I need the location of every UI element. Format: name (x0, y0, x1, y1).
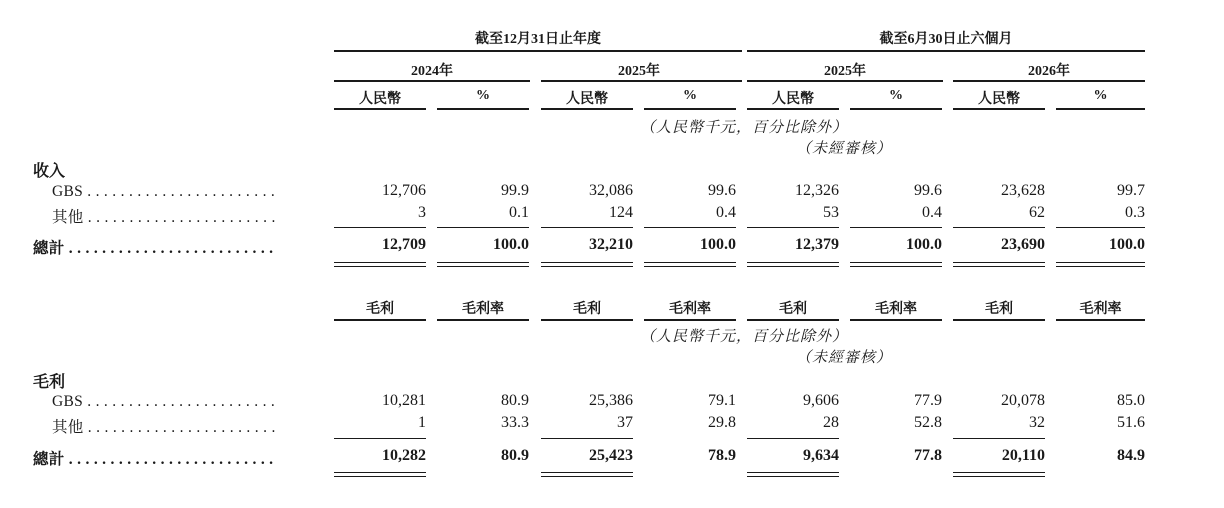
period-rule-six-months (747, 50, 1145, 52)
rev-subtotal-rule-3 (541, 227, 633, 228)
rev-other-val-1: 3 (418, 204, 426, 221)
rev-subheader-1: 人民幣 (359, 92, 401, 107)
rev-total-val-3: 32,210 (589, 236, 633, 253)
gp-other-val-8: 51.6 (1117, 414, 1145, 431)
rev-subheader-rule-2 (437, 108, 529, 110)
gp-gbs-val-2: 80.9 (501, 392, 529, 409)
rev-total-val-1: 12,709 (382, 236, 426, 253)
gp-subheader-5: 毛利 (779, 302, 807, 317)
rev-total-rule-a-7 (953, 262, 1045, 263)
gp-subheader-3: 毛利 (573, 302, 601, 317)
rev-subtotal-rule-2 (437, 227, 529, 228)
gp-other-val-5: 28 (823, 414, 839, 431)
gp-total-rule-b-5 (747, 476, 839, 477)
rev-subheader-rule-5 (747, 108, 839, 110)
gp-subheader-8: 毛利率 (1079, 302, 1122, 317)
rev-total-rule-a-1 (334, 262, 426, 263)
gp-other-val-1: 1 (418, 414, 426, 431)
gp-subheader-rule-8 (1056, 319, 1145, 321)
rev-subheader-rule-6 (850, 108, 942, 110)
rev-subheader-5: 人民幣 (772, 92, 814, 107)
rev-total-rule-a-8 (1056, 262, 1145, 263)
rev-total-rule-b-5 (747, 266, 839, 267)
rev-gbs-val-8: 99.7 (1117, 182, 1145, 199)
year-header-1: 2024年 (411, 64, 453, 79)
rev-total-val-5: 12,379 (795, 236, 839, 253)
rev-total-rule-a-3 (541, 262, 633, 263)
gp-total-val-5: 9,634 (803, 447, 839, 464)
gp-total-val-7: 20,110 (1001, 447, 1045, 464)
gp-total-rule-a-1 (334, 472, 426, 473)
gp-total-val-3: 25,423 (589, 447, 633, 464)
rev-total-label: 總計 . . . . . . . . . . . . . . . . . . . . . . . . . (33, 240, 274, 257)
rev-subtotal-rule-5 (747, 227, 839, 228)
gp-row-gbs-label: GBS . . . . . . . . . . . . . . . . . . . . . . . (52, 393, 276, 410)
rev-other-val-7: 62 (1029, 204, 1045, 221)
rev-subheader-rule-7 (953, 108, 1045, 110)
rev-total-rule-a-2 (437, 262, 529, 263)
rev-total-rule-b-4 (644, 266, 736, 267)
rev-total-val-8: 100.0 (1109, 236, 1145, 253)
rev-subheader-rule-8 (1056, 108, 1145, 110)
rev-total-val-2: 100.0 (493, 236, 529, 253)
rev-subtotal-rule-7 (953, 227, 1045, 228)
revenue-section-title: 收入 (33, 163, 66, 180)
gp-unit-note: （人民幣千元，百分比除外） (640, 329, 849, 345)
gp-gbs-val-4: 79.1 (708, 392, 736, 409)
rev-total-rule-b-7 (953, 266, 1045, 267)
rev-unaudited-note: （未經審核） (796, 141, 893, 157)
gp-gbs-val-3: 25,386 (589, 392, 633, 409)
gp-subheader-rule-1 (334, 319, 426, 321)
rev-total-rule-b-6 (850, 266, 942, 267)
rev-subheader-rule-3 (541, 108, 633, 110)
gp-other-val-7: 32 (1029, 414, 1045, 431)
gp-total-rule-b-1 (334, 476, 426, 477)
gp-other-val-2: 33.3 (501, 414, 529, 431)
rev-subtotal-rule-8 (1056, 227, 1145, 228)
rev-total-rule-b-3 (541, 266, 633, 267)
gp-subheader-rule-6 (850, 319, 942, 321)
year-rule-1 (334, 80, 530, 82)
rev-other-val-4: 0.4 (716, 204, 736, 221)
gp-gbs-val-6: 77.9 (914, 392, 942, 409)
rev-subtotal-rule-1 (334, 227, 426, 228)
rev-total-val-4: 100.0 (700, 236, 736, 253)
year-rule-3 (747, 80, 943, 82)
gp-subheader-1: 毛利 (366, 302, 394, 317)
rev-unit-note: （人民幣千元，百分比除外） (640, 120, 849, 136)
gp-gbs-val-7: 20,078 (1001, 392, 1045, 409)
rev-total-rule-b-1 (334, 266, 426, 267)
rev-other-val-3: 124 (609, 204, 633, 221)
gp-subheader-rule-4 (644, 319, 736, 321)
rev-row-gbs-label: GBS . . . . . . . . . . . . . . . . . . . . . . . (52, 183, 276, 200)
rev-subheader-rule-4 (644, 108, 736, 110)
rev-total-rule-a-6 (850, 262, 942, 263)
rev-gbs-val-7: 23,628 (1001, 182, 1045, 199)
rev-gbs-val-3: 32,086 (589, 182, 633, 199)
rev-gbs-val-2: 99.9 (501, 182, 529, 199)
gp-other-val-3: 37 (617, 414, 633, 431)
gp-subtotal-rule-7 (953, 438, 1045, 439)
gp-subheader-6: 毛利率 (875, 302, 917, 317)
year-header-4: 2026年 (1028, 64, 1070, 79)
gp-row-other-label: 其他 . . . . . . . . . . . . . . . . . . . . . . . (52, 419, 276, 436)
rev-total-rule-a-4 (644, 262, 736, 263)
gp-subtotal-rule-5 (747, 438, 839, 439)
rev-gbs-val-4: 99.6 (708, 182, 736, 199)
gp-gbs-val-8: 85.0 (1117, 392, 1145, 409)
gp-subheader-4: 毛利率 (669, 302, 711, 317)
gp-subheader-7: 毛利 (985, 302, 1013, 317)
gp-total-rule-a-3 (541, 472, 633, 473)
rev-subheader-2: % (476, 88, 490, 103)
year-header-2: 2025年 (618, 64, 660, 79)
rev-subheader-7: 人民幣 (978, 92, 1020, 107)
gp-total-val-6: 77.8 (914, 447, 942, 464)
gp-subtotal-rule-3 (541, 438, 633, 439)
period-rule-year (334, 50, 742, 52)
year-rule-4 (953, 80, 1145, 82)
gp-subheader-rule-7 (953, 319, 1045, 321)
gp-subheader-2: 毛利率 (462, 302, 504, 317)
rev-total-rule-a-5 (747, 262, 839, 263)
year-header-3: 2025年 (824, 64, 866, 79)
gp-total-val-2: 80.9 (501, 447, 529, 464)
rev-subheader-6: % (889, 88, 903, 103)
rev-subheader-8: % (1093, 88, 1108, 103)
gross-profit-section-title: 毛利 (33, 374, 66, 391)
gp-total-rule-b-3 (541, 476, 633, 477)
rev-other-val-8: 0.3 (1125, 204, 1145, 221)
gp-total-val-4: 78.9 (708, 447, 736, 464)
year-rule-2 (541, 80, 742, 82)
period-header-six-months: 截至6月30日止六個月 (879, 32, 1013, 47)
gp-total-val-1: 10,282 (382, 447, 426, 464)
period-header-year: 截至12月31日止年度 (475, 32, 601, 47)
rev-subheader-rule-1 (334, 108, 426, 110)
rev-row-other-label: 其他 . . . . . . . . . . . . . . . . . . . . . . . (52, 209, 276, 226)
rev-subtotal-rule-4 (644, 227, 736, 228)
gp-subtotal-rule-1 (334, 438, 426, 439)
rev-other-val-5: 53 (823, 204, 839, 221)
gp-gbs-val-1: 10,281 (382, 392, 426, 409)
rev-total-val-6: 100.0 (906, 236, 942, 253)
rev-gbs-val-5: 12,326 (795, 182, 839, 199)
gp-total-rule-b-7 (953, 476, 1045, 477)
rev-total-val-7: 23,690 (1001, 236, 1045, 253)
rev-total-rule-b-8 (1056, 266, 1145, 267)
rev-gbs-val-1: 12,706 (382, 182, 426, 199)
gp-subheader-rule-2 (437, 319, 529, 321)
rev-gbs-val-6: 99.6 (914, 182, 942, 199)
gp-unaudited-note: （未經審核） (796, 350, 893, 366)
rev-subheader-3: 人民幣 (566, 92, 608, 107)
gp-total-rule-a-5 (747, 472, 839, 473)
rev-total-rule-b-2 (437, 266, 529, 267)
gp-subheader-rule-3 (541, 319, 633, 321)
rev-subtotal-rule-6 (850, 227, 942, 228)
gp-total-rule-a-7 (953, 472, 1045, 473)
gp-gbs-val-5: 9,606 (803, 392, 839, 409)
gp-total-label: 總計 . . . . . . . . . . . . . . . . . . . . . . . . . (33, 451, 274, 468)
gp-subheader-rule-5 (747, 319, 839, 321)
gp-other-val-4: 29.8 (708, 414, 736, 431)
rev-other-val-2: 0.1 (509, 204, 529, 221)
gp-other-val-6: 52.8 (914, 414, 942, 431)
rev-subheader-4: % (683, 88, 697, 103)
rev-other-val-6: 0.4 (922, 204, 942, 221)
gp-total-val-8: 84.9 (1117, 447, 1145, 464)
